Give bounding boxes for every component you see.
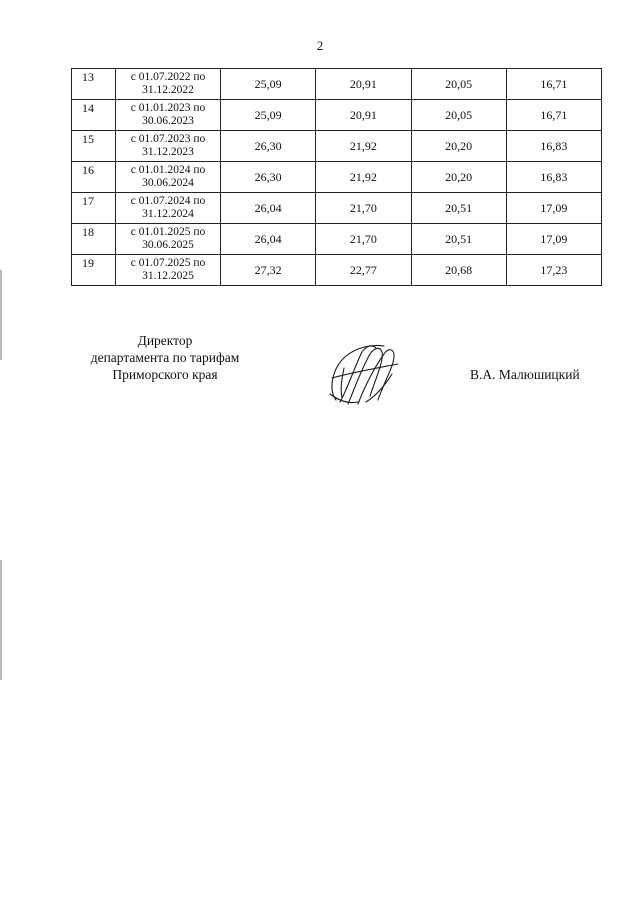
- period-start: с 01.07.2023 по: [130, 133, 206, 145]
- period-end: 31.12.2024: [142, 208, 194, 220]
- period-start: с 01.01.2024 по: [130, 164, 206, 176]
- tariff-value-cell: 26,30: [221, 162, 316, 193]
- period-cell: [116, 255, 221, 286]
- page-number: 2: [316, 38, 324, 53]
- period-cell: [116, 224, 221, 255]
- tariff-value-cell: 21,92: [316, 131, 411, 162]
- table-row: [72, 69, 602, 100]
- table-row: [72, 224, 602, 255]
- signatory-department: департамента по тарифам: [90, 350, 240, 365]
- tariff-value-cell: 21,70: [316, 193, 411, 224]
- tariff-value-cell: 17,23: [506, 255, 601, 286]
- table-row: [72, 193, 602, 224]
- signatory-position: Директор: [137, 333, 193, 348]
- tariff-value-cell: 21,92: [316, 162, 411, 193]
- tariff-value-cell: 20,05: [411, 69, 506, 100]
- period-end: 31.12.2023: [142, 146, 194, 158]
- period-end: 30.06.2024: [142, 177, 194, 189]
- tariff-value-cell: 25,09: [221, 69, 316, 100]
- period-end: 30.06.2025: [142, 239, 194, 251]
- row-number-cell: 13: [72, 69, 116, 100]
- tariff-value-cell: 16,71: [506, 100, 601, 131]
- period-end: 31.12.2025: [142, 270, 194, 282]
- row-number-cell: 16: [72, 162, 116, 193]
- table-row: [72, 131, 602, 162]
- tariff-value-cell: 17,09: [506, 193, 601, 224]
- period-start: с 01.07.2022 по: [130, 71, 206, 83]
- tariff-table: [71, 68, 602, 286]
- row-number-cell: 14: [72, 100, 116, 131]
- scan-edge-mark: [0, 560, 2, 680]
- row-number-cell: 19: [72, 255, 116, 286]
- signatory-title: [70, 332, 260, 383]
- tariff-value-cell: 17,09: [506, 224, 601, 255]
- period-cell: [116, 131, 221, 162]
- tariff-value-cell: 20,91: [316, 69, 411, 100]
- tariff-value-cell: 20,68: [411, 255, 506, 286]
- tariff-value-cell: 16,83: [506, 131, 601, 162]
- tariff-value-cell: 16,83: [506, 162, 601, 193]
- table-row: [72, 100, 602, 131]
- tariff-value-cell: 20,20: [411, 162, 506, 193]
- tariff-value-cell: 26,04: [221, 193, 316, 224]
- tariff-value-cell: 26,30: [221, 131, 316, 162]
- period-start: с 01.07.2024 по: [130, 195, 206, 207]
- tariff-value-cell: 20,91: [316, 100, 411, 131]
- period-start: с 01.07.2025 по: [130, 257, 206, 269]
- tariff-value-cell: 20,20: [411, 131, 506, 162]
- row-number-cell: 18: [72, 224, 116, 255]
- period-cell: [116, 162, 221, 193]
- period-cell: [116, 69, 221, 100]
- row-number-cell: 17: [72, 193, 116, 224]
- tariff-value-cell: 20,51: [411, 193, 506, 224]
- tariff-value-cell: 21,70: [316, 224, 411, 255]
- period-end: 30.06.2023: [142, 115, 194, 127]
- signatory-region: Приморского края: [112, 367, 218, 382]
- table-row: [72, 162, 602, 193]
- tariff-value-cell: 27,32: [221, 255, 316, 286]
- tariff-value-cell: 25,09: [221, 100, 316, 131]
- period-start: с 01.01.2023 по: [130, 102, 206, 114]
- handwritten-signature: [318, 338, 408, 410]
- period-end: 31.12.2022: [142, 84, 194, 96]
- tariff-value-cell: 16,71: [506, 69, 601, 100]
- period-cell: [116, 100, 221, 131]
- row-number-cell: 15: [72, 131, 116, 162]
- tariff-table-body: [72, 69, 602, 286]
- scan-edge-mark: [0, 270, 2, 360]
- table-row: [72, 255, 602, 286]
- tariff-value-cell: 22,77: [316, 255, 411, 286]
- tariff-value-cell: 26,04: [221, 224, 316, 255]
- signer-name: В.А. Малюшицкий: [470, 367, 580, 382]
- period-start: с 01.01.2025 по: [130, 226, 206, 238]
- tariff-value-cell: 20,05: [411, 100, 506, 131]
- tariff-value-cell: 20,51: [411, 224, 506, 255]
- period-cell: [116, 193, 221, 224]
